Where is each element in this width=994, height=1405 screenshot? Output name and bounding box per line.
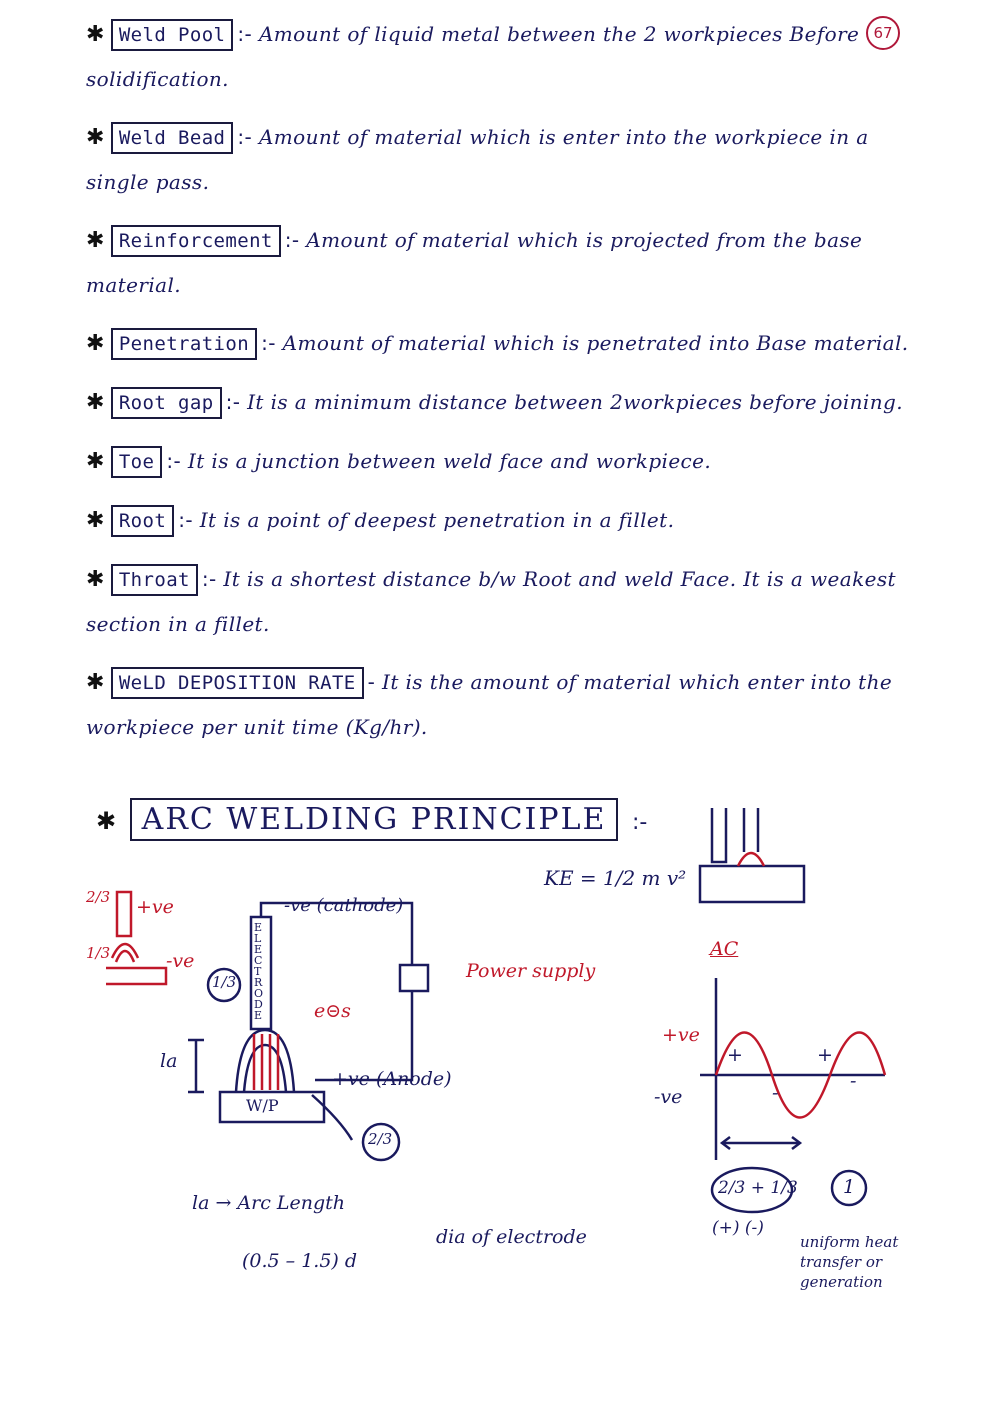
left-bottom-label: -ve bbox=[166, 950, 195, 972]
left-top-label: +ve bbox=[136, 896, 174, 918]
cathode-label: -ve (cathode) bbox=[284, 895, 404, 916]
definition-separator: :- bbox=[166, 449, 182, 473]
ac-wave bbox=[700, 978, 885, 1212]
ac-minus-label: -ve bbox=[654, 1086, 683, 1108]
bullet-star-icon: ✱ bbox=[86, 331, 105, 356]
arc-length-range: (0.5 – 1.5) d bbox=[242, 1250, 358, 1272]
ac-result-note: uniform heat transfer or generation bbox=[800, 1233, 899, 1291]
section-heading bbox=[96, 798, 647, 841]
definition-separator: :- bbox=[178, 508, 193, 532]
arc-column bbox=[254, 1034, 278, 1090]
definition-separator: :- bbox=[237, 22, 253, 46]
ac-minus-sign-1: - bbox=[772, 1082, 779, 1104]
one-third-label: 1/3 bbox=[212, 973, 237, 991]
ac-plus-sign-1: + bbox=[727, 1044, 743, 1066]
bullet-star-icon: ✱ bbox=[86, 508, 105, 533]
bullet-star-icon: ✱ bbox=[86, 670, 105, 695]
definition-text: It is a shortest distance b/w Root and weld Face. It is a weakest section in a fillet. bbox=[86, 567, 896, 636]
arc-length-definition: la → Arc Length bbox=[192, 1192, 346, 1214]
ac-minus-sign-2: - bbox=[850, 1070, 857, 1092]
two-third-label: 2/3 bbox=[368, 1130, 393, 1148]
definition-separator: :- bbox=[284, 228, 300, 252]
definition-term: Penetration bbox=[111, 328, 257, 360]
definition-term: Weld Pool bbox=[111, 19, 234, 51]
bullet-star-icon: ✱ bbox=[86, 22, 105, 47]
definition-text: Amount of material which is enter into the workpiece in a single pass. bbox=[86, 125, 869, 194]
left-bottom-fraction: 1/3 bbox=[86, 944, 111, 962]
definition-text: Amount of liquid metal between the 2 workpieces Before solidification. bbox=[86, 22, 860, 91]
anode-label: +ve (Anode) bbox=[332, 1068, 452, 1090]
definition-separator: :- bbox=[261, 331, 276, 355]
definition-separator: :- bbox=[225, 390, 241, 414]
definition-text: It is the amount of material which enter into the workpiece per unit time (Kg/hr). bbox=[86, 670, 893, 739]
ac-result: 1 bbox=[843, 1176, 856, 1198]
definition-text: It is a point of deepest penetration in a fillet. bbox=[199, 508, 675, 532]
circuit-wires bbox=[188, 903, 428, 1160]
definition-text: Amount of material which is projected from the base material. bbox=[86, 228, 863, 297]
definition-text: It is a junction between weld face and workpiece. bbox=[187, 449, 712, 473]
definition-term: Reinforcement bbox=[111, 225, 281, 257]
bullet-star-icon: ✱ bbox=[86, 390, 105, 415]
left-top-fraction: 2/3 bbox=[86, 888, 111, 906]
power-supply-box bbox=[400, 965, 428, 991]
bullet-star-icon: ✱ bbox=[86, 228, 105, 253]
ac-plus-sign-2: + bbox=[817, 1044, 833, 1066]
ac-signs: (+) (-) bbox=[712, 1218, 764, 1238]
ac-plus-label: +ve bbox=[662, 1024, 700, 1046]
right-electrode-sketch bbox=[700, 808, 804, 902]
bullet-star-icon: ✱ bbox=[86, 125, 105, 150]
kinetic-energy-formula: KE = 1/2 m v² bbox=[544, 866, 687, 890]
bullet-star-icon: ✱ bbox=[96, 806, 117, 835]
heading-title: ARC WELDING PRINCIPLE bbox=[130, 798, 619, 841]
bullet-star-icon: ✱ bbox=[86, 567, 105, 592]
definition-text: It is a minimum distance between 2workpieces before joining. bbox=[247, 390, 903, 414]
definition-separator: :- bbox=[237, 125, 253, 149]
definition-separator: - bbox=[367, 670, 376, 694]
electrons-label: e⊝s bbox=[314, 1000, 351, 1022]
definition-term: Toe bbox=[111, 446, 163, 478]
definition-term: Throat bbox=[111, 564, 198, 596]
definition-term: Weld Bead bbox=[111, 122, 234, 154]
electrode-label: ELECTRODE bbox=[254, 921, 264, 1022]
page-number: 67 bbox=[866, 16, 900, 50]
ac-sum-expression: 2/3 + 1/3 bbox=[718, 1178, 798, 1198]
power-supply-label: Power supply bbox=[466, 960, 596, 982]
heading-suffix: :- bbox=[631, 810, 648, 835]
definition-separator: :- bbox=[201, 567, 217, 591]
definition-term: Root gap bbox=[111, 387, 222, 419]
definition-text: Amount of material which is penetrated into Base material. bbox=[282, 331, 909, 355]
electrode-dia-note: dia of electrode bbox=[436, 1226, 587, 1248]
arc-length-symbol: la bbox=[160, 1050, 178, 1072]
definition-term: Root bbox=[111, 505, 174, 537]
bullet-star-icon: ✱ bbox=[86, 449, 105, 474]
definition-term: WeLD DEPOSITION RATE bbox=[111, 667, 364, 699]
workpiece-label: W/P bbox=[246, 1096, 279, 1115]
ac-title: AC bbox=[710, 938, 739, 960]
